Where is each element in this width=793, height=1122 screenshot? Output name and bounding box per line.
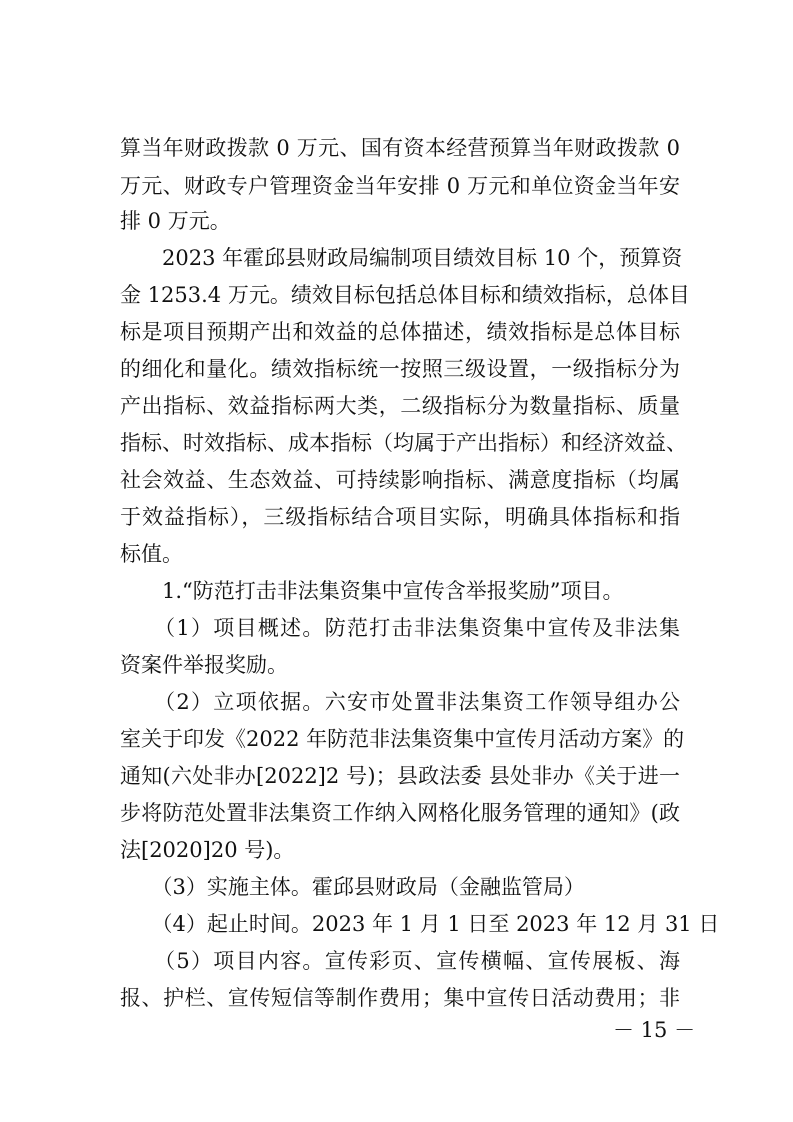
- text-line-14: （1）项目概述。防范打击非法集资集中宣传及非法集: [120, 616, 680, 640]
- text-line-17: 室关于印发《2022 年防范非法集资集中宣传月活动方案》的: [120, 727, 685, 751]
- text-line-5: 金 1253.4 万元。绩效目标包括总体目标和绩效指标，总体目: [120, 283, 690, 307]
- text-line-16: （2）立项依据。六安市处置非法集资工作领导组办公: [120, 690, 680, 714]
- text-line-10: 社会效益、生态效益、可持续影响指标、满意度指标（均属: [120, 468, 680, 492]
- text-line-22: （4）起止时间。2023 年 1 月 1 日至 2023 年 12 月 31 日: [120, 912, 720, 936]
- text-line-7: 的细化和量化。绩效指标统一按照三级设置，一级指标分为: [120, 357, 680, 381]
- text-line-19: 步将防范处置非法集资工作纳入网格化服务管理的通知》(政: [120, 801, 680, 825]
- text-line-12: 标值。: [120, 542, 183, 566]
- text-line-4: 2023 年霍邱县财政局编制项目绩效目标 10 个，预算资: [120, 246, 683, 270]
- text-line-21: （3）实施主体。霍邱县财政局（金融监管局）: [120, 875, 585, 899]
- text-line-11: 于效益指标），三级指标结合项目实际，明确具体指标和指: [120, 505, 680, 529]
- section-heading: 1.“防范打击非法集资集中宣传含举报奖励”项目。: [120, 579, 624, 603]
- page-number: － 15 －: [613, 1018, 696, 1042]
- text-line-24: 报、护栏、宣传短信等制作费用；集中宣传日活动费用；非: [120, 986, 680, 1010]
- text-line-8: 产出指标、效益指标两大类，二级指标分为数量指标、质量: [120, 394, 680, 418]
- text-line-18: 通知(六处非办[2022]2 号)；县政法委 县处非办《关于进一: [120, 764, 680, 788]
- text-line-1: 算当年财政拨款 0 万元、国有资本经营预算当年财政拨款 0: [120, 136, 680, 160]
- text-line-23: （5）项目内容。宣传彩页、宣传横幅、宣传展板、海: [120, 949, 680, 973]
- text-line-2: 万元、财政专户管理资金当年安排 0 万元和单位资金当年安: [120, 174, 680, 198]
- text-line-6: 标是项目预期产出和效益的总体描述，绩效指标是总体目标: [120, 320, 680, 344]
- text-line-9: 指标、时效指标、成本指标（均属于产出指标）和经济效益、: [120, 431, 687, 455]
- text-line-3: 排 0 万元。: [120, 209, 231, 233]
- text-line-15: 资案件举报奖励。: [120, 653, 288, 677]
- text-line-20: 法[2020]20 号)。: [120, 838, 295, 862]
